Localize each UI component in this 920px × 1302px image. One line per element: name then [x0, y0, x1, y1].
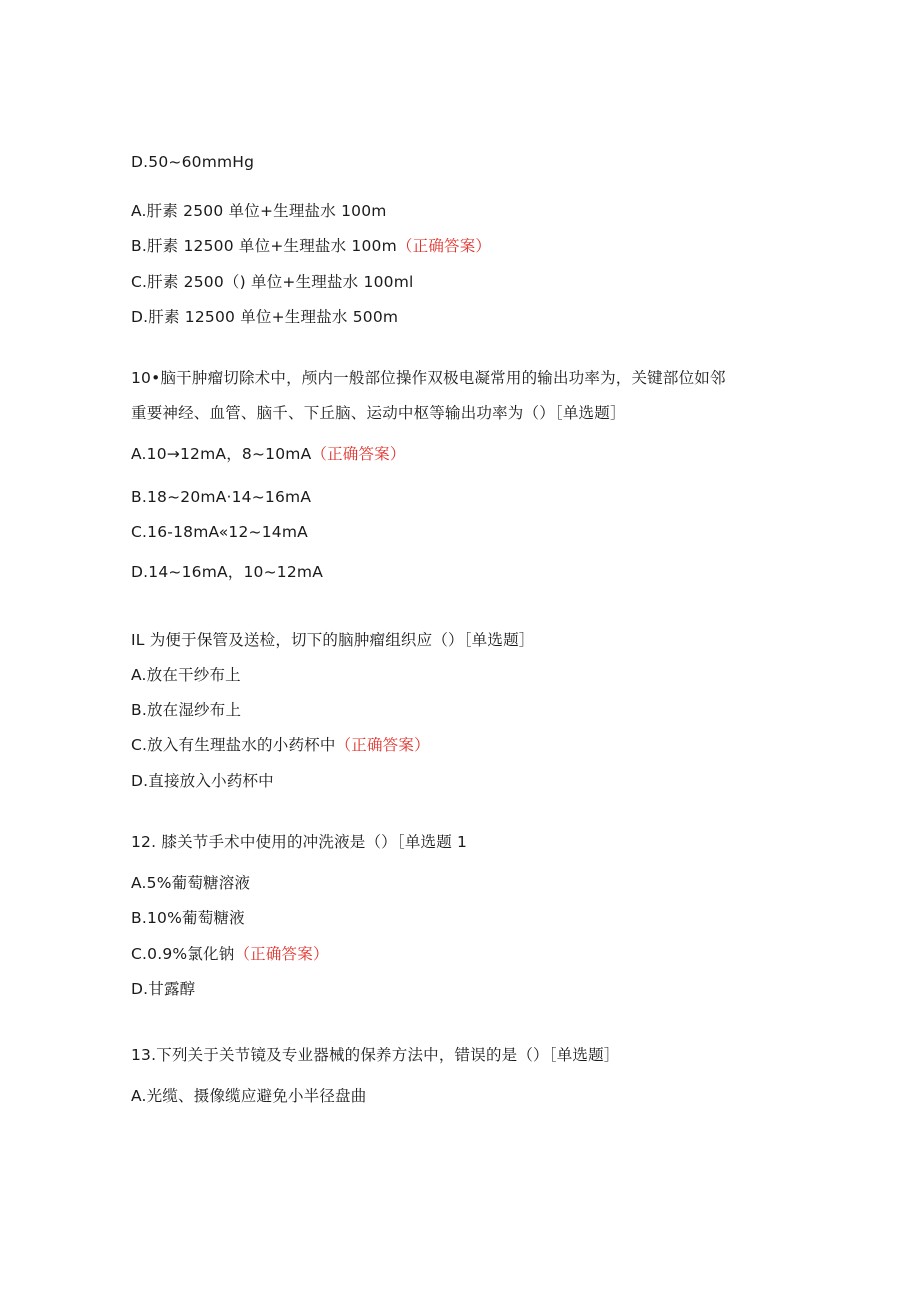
question-11-stem: IL 为便于保管及送检，切下的脑肿瘤组织应（）［单选题］: [131, 631, 535, 649]
question-10-stem-line1: 10•脑干肿瘤切除术中，颅内一般部位操作双极电凝常用的输出功率为，关键部位如邻: [131, 369, 726, 387]
question-12-stem: 12. 膝关节手术中使用的冲洗液是（）［单选题 1: [131, 833, 468, 851]
option-d-q10: D.14~16mA，10~12mA: [131, 563, 324, 581]
option-c-q11: [131, 735, 430, 755]
option-a-q9: A.肝素 2500 单位+生理盐水 100m: [131, 202, 387, 220]
option-text: C.放入有生理盐水的小药杯中: [131, 736, 336, 754]
option-text: B.肝素 12500 单位+生理盐水 100m: [131, 237, 397, 255]
option-d-q9: D.肝素 12500 单位+生理盐水 500m: [131, 308, 399, 326]
correct-answer-mark: （正确答案）: [234, 945, 329, 963]
question-13-stem: 13.下列关于关节镜及专业器械的保养方法中，错误的是（）［单选题］: [131, 1046, 620, 1064]
option-a-q13: A.光缆、摄像缆应避免小半径盘曲: [131, 1087, 367, 1105]
option-text: C.0.9%氯化钠: [131, 945, 235, 963]
option-b-q9: [131, 236, 491, 256]
option-b-q12: B.10%葡萄糖液: [131, 909, 245, 927]
option-c-q9: C.肝素 2500（) 单位+生理盐水 100ml: [131, 273, 414, 291]
option-d-q9-prev: D.50~60mmHg: [131, 153, 255, 171]
option-c-q12: [131, 944, 329, 964]
option-b-q10: B.18~20mA·14~16mA: [131, 488, 312, 506]
question-10-stem-line2: 重要神经、血管、脑千、下丘脑、运动中枢等输出功率为（）［单选题］: [131, 404, 626, 422]
option-a-q12: A.5%葡萄糖溶液: [131, 874, 251, 892]
option-text: A.10→12mA，8~10mA: [131, 445, 312, 463]
option-c-q10: C.16-18mA«12~14mA: [131, 523, 308, 541]
correct-answer-mark: （正确答案）: [396, 237, 492, 255]
option-d-q12: D.甘露醇: [131, 980, 196, 998]
correct-answer-mark: （正确答案）: [311, 445, 406, 463]
option-d-q11: D.直接放入小药杯中: [131, 772, 274, 790]
option-a-q11: A.放在干纱布上: [131, 666, 241, 684]
option-a-q10: [131, 444, 406, 464]
option-b-q11: B.放在湿纱布上: [131, 701, 242, 719]
correct-answer-mark: （正确答案）: [335, 736, 430, 754]
